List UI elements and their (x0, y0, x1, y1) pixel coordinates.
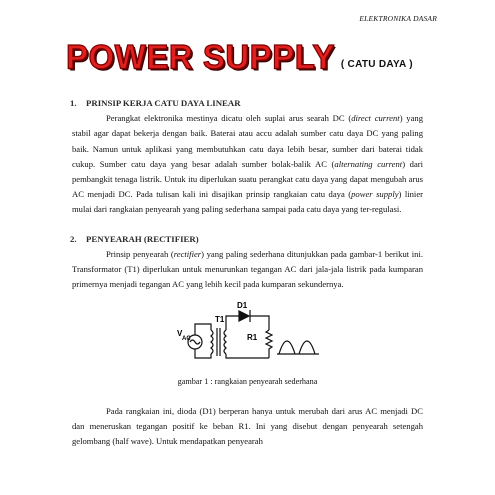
title-block (66, 37, 413, 76)
primary-wire-bottom (195, 349, 211, 358)
label-r1: R1 (247, 333, 258, 343)
section-2-heading (70, 232, 423, 247)
section-1-heading (70, 96, 423, 111)
figure-1 (72, 300, 423, 372)
section-2-paragraph (72, 247, 423, 293)
text-run-italic: direct current (351, 113, 400, 124)
label-v: V (177, 329, 183, 339)
section-1-number: 1. (70, 98, 77, 108)
text-run: ) yang stabil agar dapat bekerja dengan baik. Baterai atau accu adalah sumber catu daya DC yang paling baik. Namun untuk aplikasi yang membutuhkan catu daya lebih besar, sumber dari baterai tidak cukup. Sumber catu daya yang besar adalah sumber bolak-balik AC ( (72, 113, 424, 169)
text-run: ) yang paling sederhana ditunjukkan pada gambar-1 berikut ini. Transformator (T1) diperlukan untuk menurunkan tegangan AC dari jala-jala listrik pada kumparan primernya menjadi tegangan AC yang lebih kecil pada kumparan sekundernya. (72, 248, 423, 290)
figure-1-caption: gambar 1 : rangkaian penyearah sederhana (177, 377, 318, 387)
page-title: POWER SUPPLY (66, 37, 335, 76)
diode-icon (239, 311, 249, 321)
output-wire-top (250, 316, 269, 330)
return-wire (226, 354, 269, 358)
primary-coil-icon (211, 330, 213, 354)
section-2-number: 2. (70, 233, 77, 244)
section-1-title: PRINSIP KERJA CATU DAYA LINEAR (86, 98, 241, 108)
resistor-icon (266, 330, 272, 358)
label-ac: AC (182, 336, 191, 343)
text-run: ) dari pembangkit tenaga listrik. Untuk itu diperlukan suatu perangkat catu daya yang dapat mengubah arus AC menjadi DC. Pada tulisan kali ini disajikan prinsip rangkaian catu daya ( (72, 158, 424, 200)
text-run-italic: rectifier (173, 248, 202, 259)
label-t1: T1 (215, 315, 225, 325)
section-1-paragraph (72, 111, 423, 217)
label-d1: D1 (237, 301, 248, 311)
text-run: ) linier mulai dari rangkaian penyearah yang paling sederhana sampai pada catu daya yang ter-regulasi. (72, 189, 423, 215)
document-body (72, 96, 423, 449)
section-2-title: PENYEARAH (RECTIFIER) (86, 233, 199, 244)
half-wave-pulse (299, 341, 315, 354)
primary-wire-top (195, 324, 211, 335)
section-2-paragraph-2: Pada rangkaian ini, dioda (D1) berperan hanya untuk merubah dari arus AC menjadi DC dan meneruskan tegangan positif ke beban R1. Ini yang disebut dengan penyearah setengah gelombang (half wave). Untuk mendapatkan penyearah (72, 405, 423, 447)
page-subtitle: ( CATU DAYA ) (340, 59, 413, 70)
secondary-coil-icon (224, 330, 226, 354)
secondary-wire-top (226, 316, 239, 330)
running-header: ELEKTRONIKA DASAR (359, 14, 437, 23)
text-run-italic: alternating current (334, 158, 403, 169)
rectifier-circuit-diagram (177, 300, 327, 372)
sine-icon (190, 340, 200, 344)
half-wave-pulse (279, 341, 295, 354)
text-run-italic: power supply (351, 189, 399, 200)
text-run: Prinsip penyearah ( (106, 248, 174, 259)
text-run: Perangkat elektronika mestinya dicatu oleh suplai arus searah DC ( (106, 113, 352, 124)
